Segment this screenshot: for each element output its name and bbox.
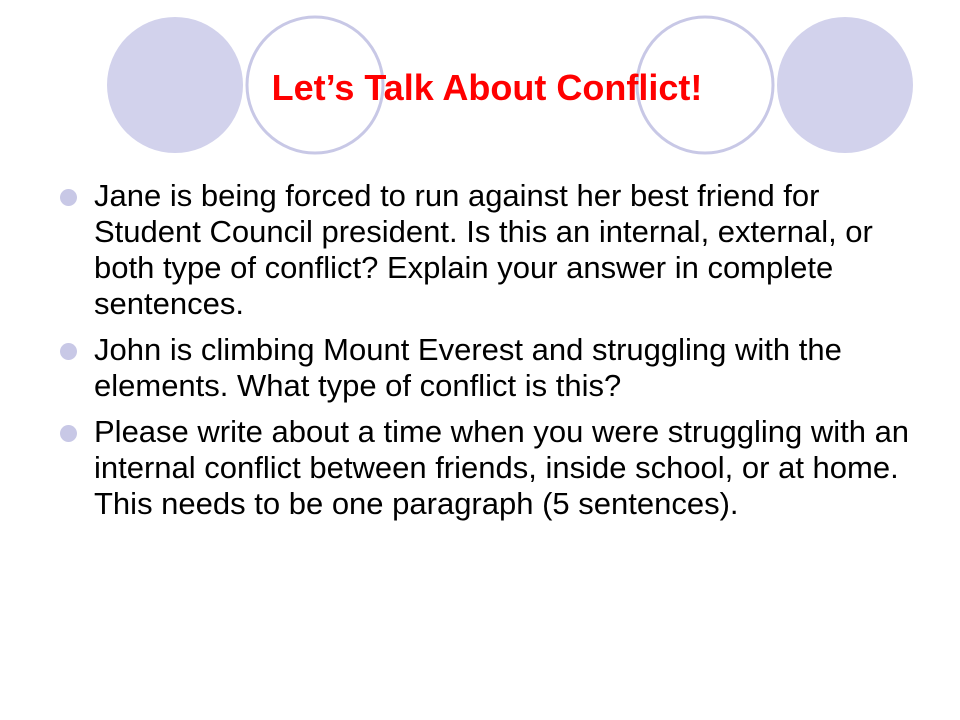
slide-title <box>0 66 960 110</box>
bullet-list <box>60 178 910 532</box>
bullet-item <box>60 332 910 404</box>
slide-title-text: Let’s Talk About Conflict! <box>271 67 703 108</box>
bullet-text: John is climbing Mount Everest and struggling with the elements. What type of conflict is this? <box>94 332 842 403</box>
bullet-text: Please write about a time when you were struggling with an internal conflict between friends, inside school, or at home. This needs to be one paragraph (5 sentences). <box>94 414 910 521</box>
bullet-dot-icon <box>60 189 77 206</box>
bullet-item <box>60 178 910 322</box>
bullet-dot-icon <box>60 425 77 442</box>
bullet-item <box>60 414 910 522</box>
bullet-text: Jane is being forced to run against her best friend for Student Council president. Is this an internal, external, or both type of conflict? Explain your answer in complete sentences. <box>94 178 873 321</box>
bullet-dot-icon <box>60 343 77 360</box>
